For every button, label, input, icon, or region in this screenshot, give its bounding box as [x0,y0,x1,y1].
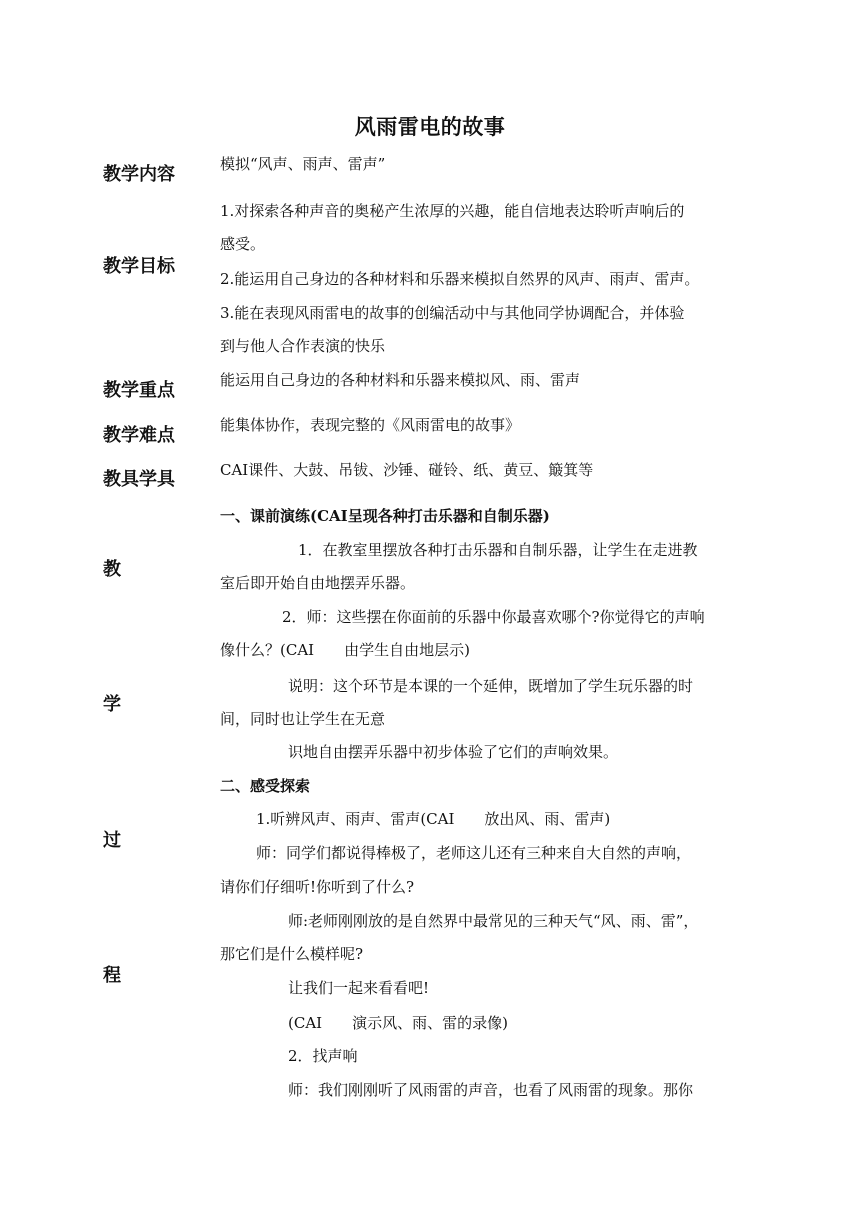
process-line: 2．找声响 [288,1047,358,1065]
process-label-char: 过 [103,830,121,851]
goals-line: 1.对探索各种声音的奥秘产生浓厚的兴趣，能自信地表达聆听声响后的 [220,202,685,220]
goals-line: 感受。 [220,235,266,253]
label-tools: 教具学具 [103,469,175,490]
value-content: 模拟“风声、雨声、雷声” [220,155,386,173]
label-difficulty: 教学难点 [103,425,175,446]
label-content: 教学内容 [103,164,175,185]
label-goals: 教学目标 [103,256,175,277]
process-line: 室后即开始自由地摆弄乐器。 [220,574,416,592]
process-line: 师：我们刚刚听了风雨雷的声音，也看了风雨雷的现象。那你 [288,1081,694,1099]
goals-line: 3.能在表现风雨雷电的故事的创编活动中与其他同学协调配合，并体验 [220,304,685,322]
process-line: 那它们是什么模样呢? [220,945,364,963]
process-line: 说明：这个环节是本课的一个延伸，既增加了学生玩乐器的时 [288,677,694,695]
process-line: 1．在教室里摆放各种打击乐器和自制乐器，让学生在走进教 [298,541,698,559]
process-line: 2．师：这些摆在你面前的乐器中你最喜欢哪个?你觉得它的声响 [282,608,705,626]
label-key-points: 教学重点 [103,380,175,401]
process-label-char: 学 [103,694,121,715]
process-line: 师:老师刚刚放的是自然界中最常见的三种天气“风、雨、雷”， [288,912,699,930]
process-line: 让我们一起来看看吧! [288,979,430,997]
goals-line: 2.能运用自己身边的各种材料和乐器来模拟自然界的风声、雨声、雷声。 [220,270,700,288]
process-line: 请你们仔细听!你听到了什么? [220,878,415,896]
process-label-char: 程 [103,965,121,986]
process-line: 1.听辨风声、雨声、雷声(CAI 放出风、雨、雷声) [256,810,611,828]
process-line: 间，同时也让学生在无意 [220,710,386,728]
process-line: 师：同学们都说得棒极了，老师这儿还有三种来自大自然的声响， [256,844,692,862]
section-heading: 一、课前演练(CAI呈现各种打击乐器和自制乐器) [220,507,550,525]
process-label-char: 教 [103,559,121,580]
process-line: 像什么？(CAI 由学生自由地层示) [220,641,470,659]
value-difficulty: 能集体协作，表现完整的《风雨雷电的故事》 [220,416,521,434]
process-line: (CAI 演示风、雨、雷的录像) [288,1014,508,1032]
goals-line: 到与他人合作表演的快乐 [220,337,386,355]
process-line: 识地自由摆弄乐器中初步体验了它们的声响效果。 [288,743,619,761]
value-tools: CAI课件、大鼓、吊钹、沙锤、碰铃、纸、黄豆、簸箕等 [220,461,594,479]
document-title: 风雨雷电的故事 [354,114,506,139]
section-heading: 二、感受探索 [220,777,311,795]
value-key-points: 能运用自己身边的各种材料和乐器来模拟风、雨、雷声 [220,371,581,389]
